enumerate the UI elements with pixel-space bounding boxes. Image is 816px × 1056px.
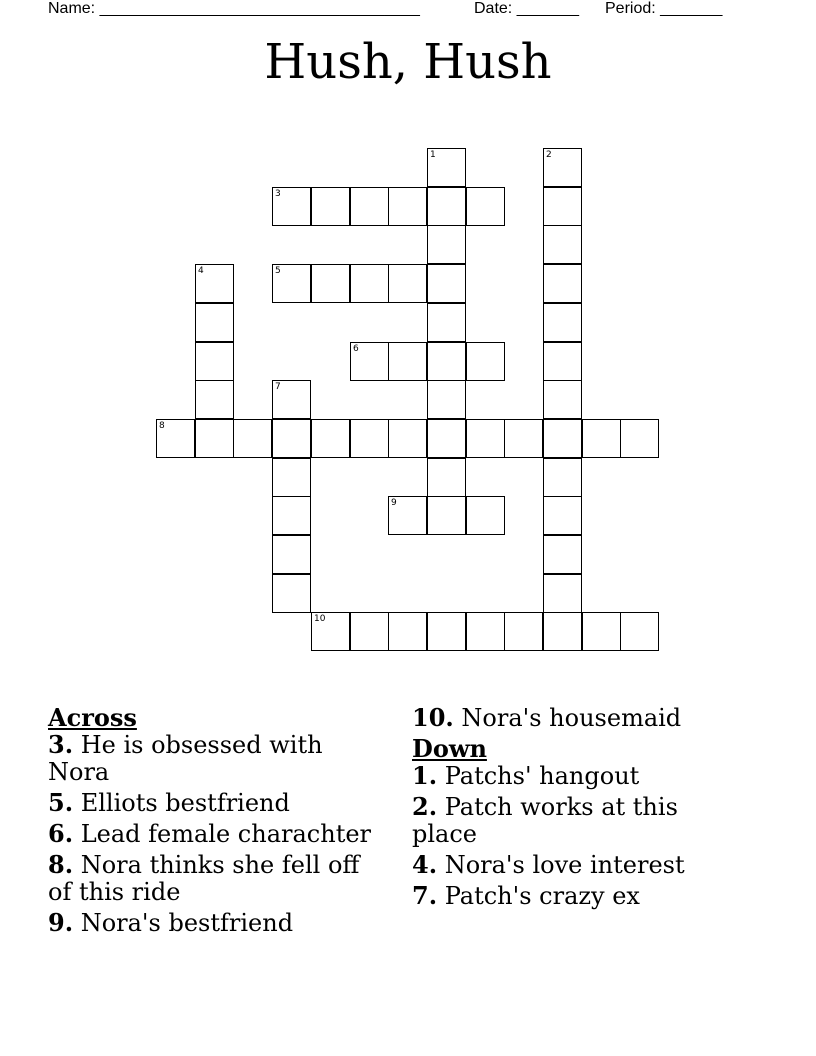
puzzle-title: Hush, Hush [264,34,552,90]
grid-cell[interactable] [543,187,582,226]
grid-cell[interactable] [427,187,466,226]
grid-cell[interactable] [311,419,350,458]
grid-cell[interactable] [466,419,505,458]
across-clue: 5. Elliots bestfriend [48,788,290,817]
across-clue: 9. Nora's bestfriend [48,908,294,937]
grid-cell[interactable] [272,574,311,613]
down-clue: 1. Patchs' hangout [412,761,640,790]
grid-cell[interactable] [388,419,427,458]
grid-cell[interactable] [427,419,466,458]
across-clue: 8. Nora thinks she fell off of this ride [48,850,360,906]
grid-cell[interactable] [504,612,543,651]
grid-cell[interactable] [504,419,543,458]
grid-cell[interactable] [272,187,311,226]
grid-cell[interactable] [543,458,582,497]
across-clue: 3. He is obsessed with Nora [48,730,323,786]
grid-cell[interactable] [427,380,466,419]
grid-cell[interactable] [156,419,195,458]
grid-cell[interactable] [543,342,582,381]
clues-left-column [48,704,378,940]
grid-cell[interactable] [350,342,389,381]
grid-cell[interactable] [427,496,466,535]
grid-cell[interactable] [543,264,582,303]
grid-cell[interactable] [427,458,466,497]
grid-cell[interactable] [427,612,466,651]
grid-cell[interactable] [388,612,427,651]
grid-cell[interactable] [466,496,505,535]
date-label: Date: _______ [474,0,579,17]
grid-cell[interactable] [543,419,582,458]
clue-number: 10 [314,614,326,624]
grid-cell[interactable] [233,419,272,458]
grid-cell[interactable] [388,264,427,303]
grid-cell[interactable] [195,342,234,381]
grid-cell[interactable] [350,419,389,458]
period-label: Period: _______ [605,0,723,17]
grid-cell[interactable] [543,303,582,342]
grid-cell[interactable] [311,264,350,303]
grid-cell[interactable] [543,535,582,574]
grid-cell[interactable] [427,342,466,381]
grid-cell[interactable] [272,496,311,535]
grid-cell[interactable] [620,419,659,458]
clue-number: 1 [430,150,436,160]
down-clue: 4. Nora's love interest [412,850,685,879]
grid-cell[interactable] [311,187,350,226]
grid-cell[interactable] [466,342,505,381]
clue-number: 3 [275,189,281,199]
name-label: Name: ____________________________________ [48,0,420,17]
across-heading: Across [48,703,137,732]
grid-cell[interactable] [582,612,621,651]
grid-cell[interactable] [543,612,582,651]
grid-cell[interactable] [195,264,234,303]
clue-number: 7 [275,382,281,392]
grid-cell[interactable] [311,612,350,651]
grid-cell[interactable] [620,612,659,651]
across-clue: 6. Lead female charachter [48,819,372,848]
grid-cell[interactable] [543,148,582,187]
grid-cell[interactable] [388,342,427,381]
grid-cell[interactable] [427,303,466,342]
grid-cell[interactable] [388,187,427,226]
grid-cell[interactable] [272,264,311,303]
grid-cell[interactable] [272,380,311,419]
clue-number: 8 [159,421,165,431]
grid-cell[interactable] [272,458,311,497]
grid-cell[interactable] [466,612,505,651]
grid-cell[interactable] [350,612,389,651]
grid-cell[interactable] [272,535,311,574]
grid-cell[interactable] [427,148,466,187]
grid-cell[interactable] [272,419,311,458]
grid-cell[interactable] [195,419,234,458]
grid-cell[interactable] [543,574,582,613]
clue-number: 5 [275,266,281,276]
clues-right-column [412,704,742,913]
grid-cell[interactable] [543,496,582,535]
grid-cell[interactable] [427,264,466,303]
down-clue: 7. Patch's crazy ex [412,881,640,910]
grid-cell[interactable] [543,380,582,419]
grid-cell[interactable] [388,496,427,535]
grid-cell[interactable] [350,187,389,226]
down-clue: 2. Patch works at this place [412,792,678,848]
across-clue: 10. Nora's housemaid [412,703,682,732]
grid-cell[interactable] [543,225,582,264]
grid-cell[interactable] [195,380,234,419]
clue-number: 4 [198,266,204,276]
grid-cell[interactable] [195,303,234,342]
grid-cell[interactable] [350,264,389,303]
grid-cell[interactable] [582,419,621,458]
grid-cell[interactable] [466,187,505,226]
grid-cell[interactable] [427,225,466,264]
clue-number: 2 [546,150,552,160]
clue-number: 6 [353,344,359,354]
down-heading: Down [412,734,487,763]
clue-number: 9 [391,498,397,508]
